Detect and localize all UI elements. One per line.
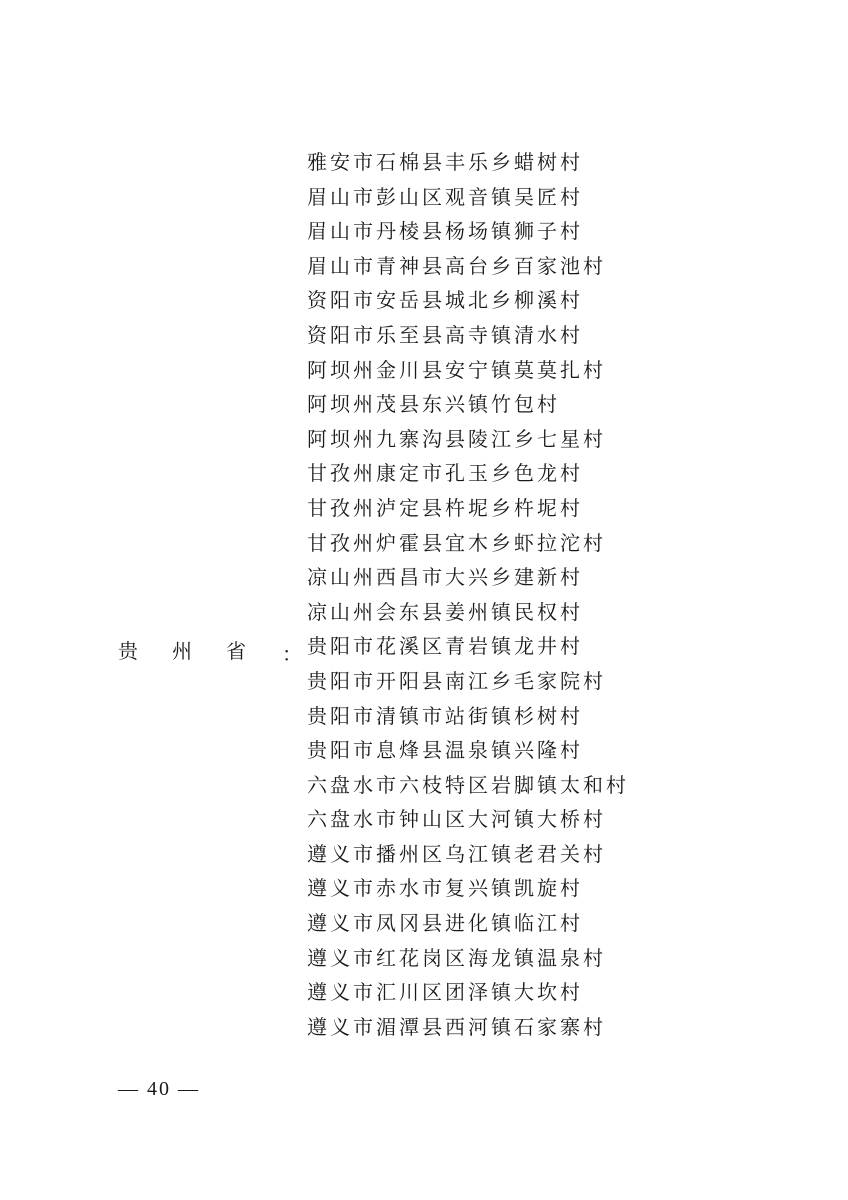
list-item: 贵阳市息烽县温泉镇兴隆村 — [307, 738, 583, 763]
list-item: 遵义市赤水市复兴镇凯旋村 — [307, 876, 583, 901]
list-item: 阿坝州金川县安宁镇莫莫扎村 — [307, 357, 606, 382]
list-item: 资阳市安岳县城北乡柳溪村 — [307, 288, 583, 313]
list-item: 遵义市湄潭县西河镇石家寨村 — [307, 1014, 606, 1039]
list-item: 贵阳市开阳县南江乡毛家院村 — [307, 668, 606, 693]
list-item: 遵义市播州区乌江镇老君关村 — [307, 841, 606, 866]
village-list — [307, 145, 629, 1044]
list-item: 六盘水市钟山区大河镇大桥村 — [307, 807, 606, 832]
page-number: — 40 — — [118, 1078, 200, 1100]
list-item: 甘孜州康定市孔玉乡色龙村 — [307, 461, 583, 486]
list-item: 眉山市丹棱县杨场镇狮子村 — [307, 219, 583, 244]
province-label: 贵州省 — [118, 639, 280, 663]
list-item: 阿坝州九寨沟县陵江乡七星村 — [307, 426, 606, 451]
list-item: 甘孜州泸定县杵坭乡杵坭村 — [307, 495, 583, 520]
list-item: 甘孜州炉霍县宜木乡虾拉沱村 — [307, 530, 606, 555]
province-colon: ： — [282, 642, 302, 666]
list-item: 资阳市乐至县高寺镇清水村 — [307, 322, 583, 347]
list-item: 凉山州会东县姜州镇民权村 — [307, 599, 583, 624]
list-item: 遵义市汇川区团泽镇大坎村 — [307, 980, 583, 1005]
list-item: 雅安市石棉县丰乐乡蜡树村 — [307, 150, 583, 174]
list-item: 凉山州西昌市大兴乡建新村 — [307, 565, 583, 590]
list-item: 遵义市红花岗区海龙镇温泉村 — [307, 945, 606, 970]
list-item: 遵义市凤冈县进化镇临江村 — [307, 911, 583, 936]
list-item: 贵阳市花溪区青岩镇龙井村 — [307, 634, 583, 659]
list-item: 贵阳市清镇市站街镇杉树村 — [307, 703, 583, 728]
list-item: 阿坝州茂县东兴镇竹包村 — [307, 392, 560, 417]
list-item: 六盘水市六枝特区岩脚镇太和村 — [307, 772, 629, 797]
list-item: 眉山市彭山区观音镇吴匠村 — [307, 184, 583, 209]
list-item: 眉山市青神县高台乡百家池村 — [307, 253, 606, 278]
